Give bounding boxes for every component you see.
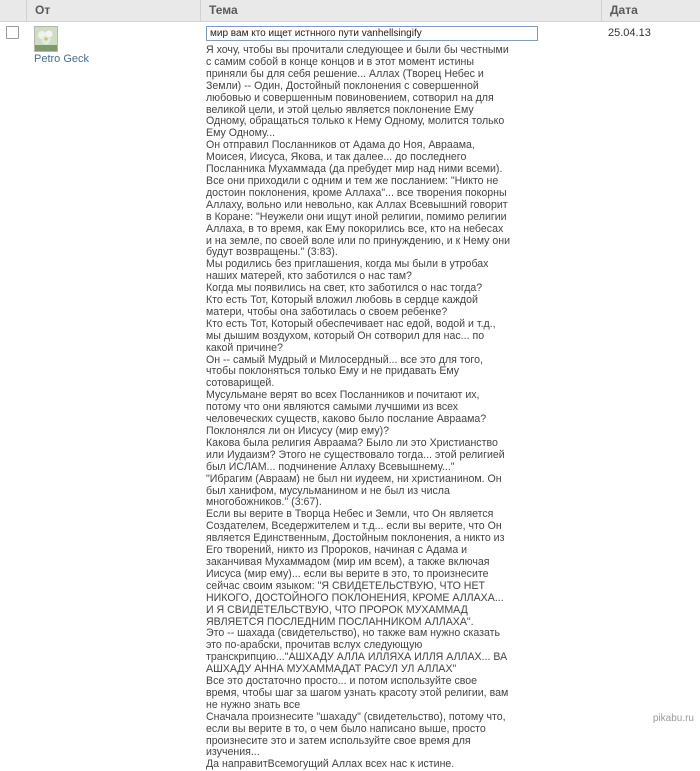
- header-checkbox-column: [0, 0, 26, 21]
- message-line: Создателем, Вседержителем и т.д... если вы верите, что Он: [206, 520, 502, 533]
- message-line: произнесите это и затем используйте свое время для: [206, 734, 471, 747]
- message-line: великой цели, и этой целью является поклонение Ему: [206, 103, 474, 116]
- message-line: Кто есть Тот, Который обеспечивает нас едой, водой и т.д.,: [206, 317, 496, 330]
- message-line: Его творений, никто из Пророков, начиная с Адама и: [206, 544, 468, 557]
- message-line: Аллаха, в то время, как Ему покорились все, кто на небесах: [206, 222, 504, 235]
- message-line: изучения...: [206, 746, 260, 759]
- message-line: любовью и совершенным повиновением, сотворил на для: [206, 91, 494, 104]
- message-line: заканчивая Мухаммадом (мир им всем), а также включая: [206, 555, 490, 568]
- message-line: время, чтобы шаг за шагом узнать красоту этой религии, вам: [206, 686, 509, 699]
- message-line: Поклонялся ли он Иисусу (мир ему)?: [206, 425, 390, 437]
- message-line: Земли) -- Один, Достойный поклонения с совершенной: [206, 79, 479, 92]
- message-line: человеческих существ, каково было послание Авраама?: [206, 413, 487, 426]
- subject-field[interactable]: мир вам кто ищет истнного пути vanhellsingify: [206, 26, 538, 41]
- message-line: транскрипцию..."АШХАДУ АЛЛА ИЛЛЯХА ИЛЛЯ АЛЛАХ... ВА: [206, 651, 508, 664]
- avatar[interactable]: [34, 26, 58, 52]
- message-line: мы дышим воздухом, который Он сотворил для нас... по: [206, 329, 485, 342]
- message-line: является Единственным, Достойным поклонения, а никто из: [206, 532, 505, 545]
- message-line: Да направитВсемогущий Аллах всех нас к истине.: [206, 758, 455, 771]
- message-line: "Ибрагим (Авраам) не был ни иудеем, ни христианином. Он: [206, 472, 502, 485]
- message-line: будут возвращены." (3:83).: [206, 246, 338, 259]
- header-subject[interactable]: Тема: [200, 0, 601, 21]
- table-header: [0, 0, 700, 22]
- message-line: многобожников." (3:67).: [206, 496, 322, 509]
- message-line: с самим собой в конце концов и в этот момент истины: [206, 55, 474, 68]
- message-line: какой причине?: [206, 341, 283, 354]
- message-line: Мусульмане верят во всех Посланников и почитают их,: [206, 389, 480, 402]
- message-line: приняли бы для себя решение... Аллах (Творец Небес и: [206, 67, 484, 80]
- message-line: если вы верите в то, о чем было написано выше, просто: [206, 722, 486, 735]
- message-date: 25.04.13: [608, 27, 651, 39]
- message-line: Одному, обращаться только к Нему Одному, молится только: [206, 115, 505, 128]
- message-line: И Я СВИДЕТЕЛЬСТВУЮ, ЧТО ПРОРОК МУХАММАД: [206, 603, 468, 616]
- avatar-flower-icon: [35, 27, 57, 51]
- message-line: Я хочу, чтобы вы прочитали следующее и были бы честными: [206, 44, 509, 56]
- header-date[interactable]: Дата: [601, 0, 700, 21]
- message-body: [206, 45, 536, 771]
- message-line: это по-арабски, прочитав вслух следующую: [206, 639, 423, 652]
- message-line: Все они приходили с одним и тем же посланием: "Никто не: [206, 174, 499, 187]
- select-message-checkbox[interactable]: [6, 26, 19, 39]
- watermark: pikabu.ru: [652, 713, 694, 724]
- message-line: Он -- самый Мудрый и Милосердный... все это для того,: [206, 353, 483, 366]
- message-line: матери, чтобы она заботилась о своем ребенке?: [206, 305, 448, 318]
- message-line: потому что они являются самыми лучшими из всех: [206, 401, 459, 414]
- header-from[interactable]: От: [26, 0, 200, 21]
- message-line: был ИСЛАМ... подчинение Аллаху Всевышнему...": [206, 460, 455, 473]
- message-line: Все это достаточно просто... и потом используйте свое: [206, 675, 478, 688]
- message-line: ЯВЛЯЕТСЯ ПОСЛЕДНИМ ПОСЛАННИКОМ АЛЛАХА".: [206, 615, 474, 628]
- message-line: Аллаху, вольно или невольно, как Аллах Всевышний говорит: [206, 198, 508, 211]
- message-line: сейчас своим языком: "Я СВИДЕТЕЛЬСТВУЮ, ЧТО НЕТ: [206, 579, 485, 592]
- message-line: Это -- шахада (свидетельство), но также вам нужно сказать: [206, 627, 501, 640]
- message-line: Он отправил Посланников от Адама до Ноя, Авраама,: [206, 139, 475, 152]
- message-line: Иисуса (мир ему)... если вы верите в это, то произнесите: [206, 567, 489, 580]
- message-line: Когда мы появились на свет, кто заботился о нас тогда?: [206, 282, 483, 295]
- message-line: Посланника Мухаммада (да пребудет мир над ними всеми).: [206, 163, 503, 176]
- message-line: в Коране: "Неужели они ищут иной религии, помимо религии: [206, 210, 507, 223]
- message-line: чтобы поклоняться только Ему и не придавать Ему: [206, 365, 460, 378]
- message-line: сотоварищей.: [206, 377, 275, 390]
- message-line: достоин поклонения, кроме Аллаха"... все творения покорны: [206, 186, 507, 199]
- message-line: Мы родились без приглашения, когда мы были в утробах: [206, 258, 489, 271]
- message-line: АШХАДУ АННА МУХАММАДАТ РАСУЛ УЛ АЛЛАХ": [206, 663, 457, 676]
- message-line: Ему Одному...: [206, 127, 276, 140]
- message-line: НИКОГО, ДОСТОЙНОГО ПОКЛОНЕНИЯ, КРОМЕ АЛЛАХА...: [206, 591, 504, 604]
- message-line: не нужно знать все: [206, 698, 301, 711]
- message-line: или Иудаизм? Этого не существовало тогда... этой религией: [206, 448, 505, 461]
- message-row: [0, 22, 700, 771]
- message-line: Сначала произнесите "шахаду" (свидетельство), потому что,: [206, 710, 506, 723]
- message-line: был ханифом, мусульманином и не был из числа: [206, 484, 450, 497]
- message-line: Кто есть Тот, Который вложил любовь в сердце каждой: [206, 294, 478, 307]
- message-line: Какова была религия Авраама? Было ли это Христианство: [206, 436, 498, 449]
- message-line: Моисея, Иисуса, Якова, и так далее... до последнего: [206, 151, 467, 164]
- author-name[interactable]: Petro Geck: [34, 53, 90, 65]
- message-line: наших матерей, кто заботился о нас там?: [206, 270, 412, 283]
- message-line: Если вы верите в Творца Небес и Земли, что Он является: [206, 508, 494, 521]
- message-line: и на земле, по своей воле или по принуждению, и к Нему они: [206, 234, 511, 247]
